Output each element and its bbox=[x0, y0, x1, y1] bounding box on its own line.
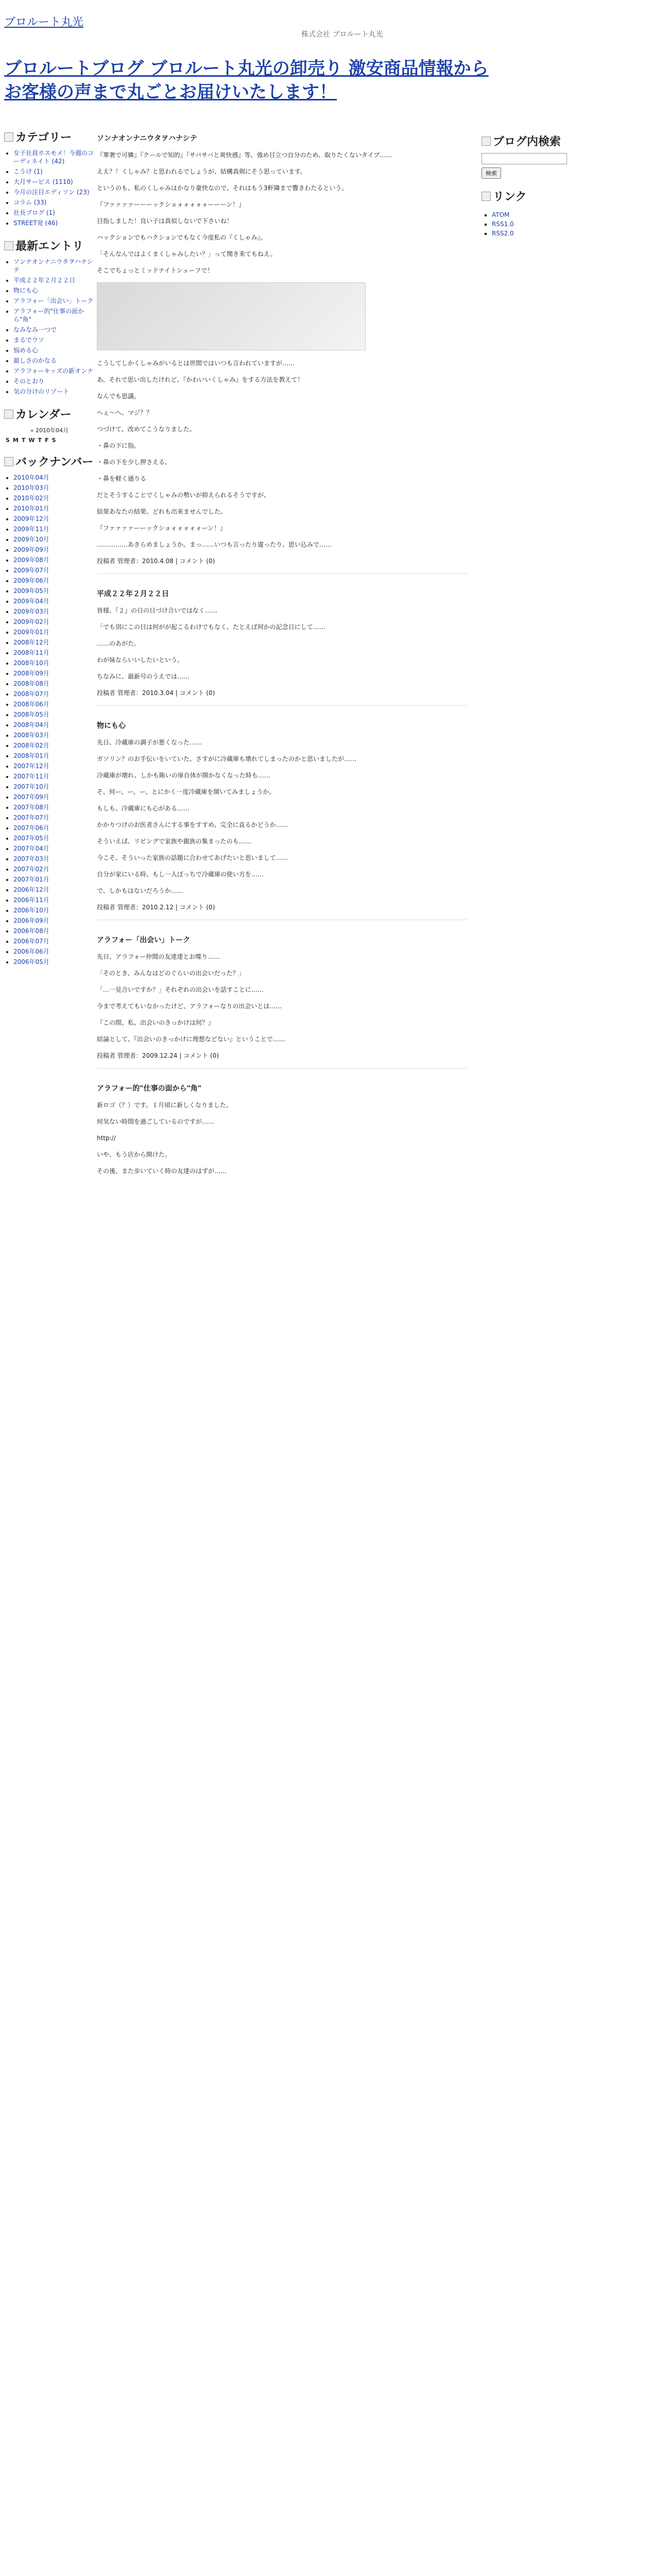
post-paragraph: なんでも思議。 bbox=[97, 393, 141, 400]
recent-entry-link[interactable]: 最しさのかなる bbox=[13, 357, 57, 364]
post-paragraph: 今こそ、そういった家族の話題に合わせてあげたいと思いまして…… bbox=[97, 854, 288, 861]
category-link[interactable]: STREET発 (46) bbox=[13, 219, 58, 227]
backnumber-link[interactable]: 2009年07月 bbox=[13, 567, 49, 574]
backnumber-link[interactable]: 2008年08月 bbox=[13, 680, 49, 687]
right-sidebar bbox=[482, 133, 585, 244]
backnumber-link[interactable]: 2010年01月 bbox=[13, 505, 49, 512]
category-item bbox=[13, 149, 95, 165]
recent-entry-item bbox=[13, 377, 95, 385]
backnumber-item bbox=[13, 958, 95, 966]
post-paragraph: 「そんなんではよくまくしゃみしたい？」って聞き来てもねえ。 bbox=[97, 250, 277, 258]
backnumber-item bbox=[13, 886, 95, 894]
backnumber-item bbox=[13, 762, 95, 770]
backnumber-link[interactable]: 2009年12月 bbox=[13, 515, 49, 522]
backnumber-item bbox=[13, 783, 95, 791]
recent-entry-link[interactable]: なみなみ一つで bbox=[13, 326, 57, 333]
recent-entry-item bbox=[13, 346, 95, 354]
post-paragraph: もしも、冷蔵庫にも心がある…… bbox=[97, 805, 190, 812]
backnumber-item bbox=[13, 607, 95, 616]
post-paragraph: ・鼻を軽く通りる bbox=[97, 475, 147, 482]
post-paragraph: いや、もう店から開けた。 bbox=[97, 1151, 171, 1158]
backnumber-link[interactable]: 2009年10月 bbox=[13, 536, 49, 543]
category-link[interactable]: コラム (33) bbox=[13, 199, 47, 206]
links-heading: リンク bbox=[482, 188, 585, 204]
backnumber-item bbox=[13, 618, 95, 626]
entries-heading: 最新エントリ bbox=[4, 238, 95, 253]
backnumber-link[interactable]: 2007年12月 bbox=[13, 762, 49, 770]
post-paragraph: ちなみに、最新号のうえでは…… bbox=[97, 673, 190, 680]
backnumber-link[interactable]: 2008年11月 bbox=[13, 649, 49, 656]
post-paragraph: 結果あなたの結果、どれも出来ませんでした。 bbox=[97, 508, 227, 515]
category-item bbox=[13, 178, 95, 186]
backnumber-link[interactable]: 2009年02月 bbox=[13, 618, 49, 625]
backnumber-item bbox=[13, 721, 95, 729]
post-paragraph: 新ロゴ（？）です。１月頃に新しくなりました。 bbox=[97, 1101, 233, 1109]
post-paragraph: 冷蔵庫が壊れ、しかも賄いの扉自体が開かなくなった時も…… bbox=[97, 772, 270, 779]
blog-post bbox=[97, 720, 468, 920]
post-title: ソンナオンナニウタヲハナシテ bbox=[97, 134, 197, 143]
calendar-weekday: S bbox=[51, 437, 56, 444]
backnumber-item bbox=[13, 680, 95, 688]
post-paragraph: ハックションでもハクションでもなく今度私の『くしゃみ』。 bbox=[97, 234, 267, 241]
post-paragraph: わが妹ならいいしたいという。 bbox=[97, 656, 184, 664]
backnumber-item bbox=[13, 793, 95, 801]
heading-bullet-icon bbox=[4, 410, 13, 419]
post-title: 平成２２年２月２２日 bbox=[97, 590, 169, 598]
backnumber-link[interactable]: 2006年08月 bbox=[13, 927, 49, 935]
post-footer: 投稿者 管理者：2010.2.12 | コメント (0) bbox=[97, 903, 468, 920]
backnumber-link[interactable]: 2007年11月 bbox=[13, 773, 49, 780]
post-paragraph: ……………あきらめましょうか。まっ……いつも言ったり違ったり、思い込みで…… bbox=[97, 541, 332, 548]
backnumber-link[interactable]: 2006年10月 bbox=[13, 907, 49, 914]
backnumber-item bbox=[13, 566, 95, 574]
backnumber-link[interactable]: 2009年08月 bbox=[13, 556, 49, 564]
recent-entries-list bbox=[4, 258, 95, 396]
post-paragraph: だとそうすることでくしゃみの勢いが抑えられるそうですが、 bbox=[97, 492, 270, 499]
post-paragraph: 『この間、私、出会いのきっかけは何？』 bbox=[97, 1019, 215, 1026]
search-button[interactable]: 検索 bbox=[482, 167, 501, 179]
recent-entry-link[interactable]: アラフォー「出会い」トーク bbox=[13, 297, 94, 304]
post-paragraph: あ、それで思い出したけれど、『かわいいくしゃみ』をする方法を教えて！ bbox=[97, 376, 304, 383]
category-link[interactable]: 社長ブログ (1) bbox=[13, 209, 55, 216]
recent-entry-item bbox=[13, 297, 95, 305]
calendar-weekday: S bbox=[6, 437, 10, 444]
backnumber-link[interactable]: 2007年03月 bbox=[13, 855, 49, 862]
recent-entry-link[interactable]: まるでウソ bbox=[13, 336, 44, 344]
calendar-weekday: T bbox=[21, 437, 26, 444]
post-paragraph: ・鼻の下に指。 bbox=[97, 442, 141, 449]
recent-entry-item bbox=[13, 367, 95, 375]
post-paragraph: その後、また歩いていく時の友達のはずが…… bbox=[97, 1167, 227, 1175]
backnumber-item bbox=[13, 494, 95, 502]
backnumber-link[interactable]: 2007年02月 bbox=[13, 866, 49, 873]
post-paragraph: 先日、アラフォー仲間の友達達とお喋り…… bbox=[97, 953, 220, 960]
backnumber-link[interactable]: 2008年01月 bbox=[13, 752, 49, 759]
backnumber-item bbox=[13, 546, 95, 554]
post-paragraph: ……のあがた。 bbox=[97, 640, 141, 647]
recent-entry-link[interactable]: 悩める心 bbox=[13, 347, 39, 354]
post-paragraph: 『ファァァァーーックショォォォォォーン！』 bbox=[97, 524, 227, 532]
backnumber-item bbox=[13, 803, 95, 811]
recent-entry-link[interactable]: アラフォー的"仕事の面から"角" bbox=[13, 308, 84, 323]
category-item bbox=[13, 167, 95, 176]
backnumber-link[interactable]: 2007年06月 bbox=[13, 824, 49, 832]
recent-entry-link[interactable]: ソンナオンナニウタヲハナシテ bbox=[13, 258, 93, 274]
heading-bullet-icon bbox=[4, 457, 13, 466]
recent-entry-item bbox=[13, 387, 95, 396]
backnumber-heading: バックナンバー bbox=[4, 453, 95, 469]
backnumber-link[interactable]: 2007年04月 bbox=[13, 845, 49, 852]
left-sidebar bbox=[4, 129, 95, 976]
recent-entry-item bbox=[13, 286, 95, 295]
post-paragraph: ・鼻の下を少し押さえる。 bbox=[97, 459, 171, 466]
backnumber-item bbox=[13, 484, 95, 492]
calendar bbox=[4, 426, 95, 444]
backnumber-item bbox=[13, 515, 95, 523]
category-link[interactable]: 今月の注目エディソン (23) bbox=[13, 189, 90, 196]
backnumber-item bbox=[13, 638, 95, 647]
backnumber-link[interactable]: 2009年04月 bbox=[13, 598, 49, 605]
backnumber-link[interactable]: 2007年07月 bbox=[13, 814, 49, 821]
backnumber-link[interactable]: 2008年03月 bbox=[13, 732, 49, 739]
post-paragraph: 「そのとき、みんなはどのぐらいの出会いだった？」 bbox=[97, 970, 245, 977]
categories-heading: カテゴリー bbox=[4, 129, 95, 145]
post-paragraph: そういえば、リビングで家族や親族の集まったのも…… bbox=[97, 838, 251, 845]
blog-post bbox=[97, 133, 468, 574]
backnumber-link[interactable]: 2007年08月 bbox=[13, 804, 49, 811]
post-title: アラフォー的"仕事の面から"角" bbox=[97, 1084, 202, 1093]
feed-item bbox=[492, 219, 585, 229]
category-item bbox=[13, 198, 95, 207]
backnumber-link[interactable]: 2006年05月 bbox=[13, 958, 49, 965]
backnumber-item bbox=[13, 896, 95, 904]
post-paragraph: 『ファァァァーーーックショォォォォォーーーン！』 bbox=[97, 201, 245, 208]
post-footer: 投稿者 管理者：2010.4.08 | コメント (0) bbox=[97, 556, 468, 574]
post-paragraph: ええ？！くしゃみ？と思われるでしょうが、結構真剣にそう思っています。 bbox=[97, 168, 306, 175]
backnumber-item bbox=[13, 597, 95, 605]
post-paragraph: つづけて、改めてこうなりました。 bbox=[97, 426, 196, 433]
blog-post bbox=[97, 935, 468, 1069]
recent-entry-item bbox=[13, 276, 95, 284]
site-logo[interactable]: ブロルート丸光 bbox=[4, 16, 84, 29]
backnumber-link[interactable]: 2009年06月 bbox=[13, 577, 49, 584]
post-paragraph: 結論として、『出会いのきっかけに理想などない』ということで…… bbox=[97, 1036, 285, 1043]
backnumber-link[interactable]: 2008年02月 bbox=[13, 742, 49, 749]
backnumber-item bbox=[13, 814, 95, 822]
backnumber-link[interactable]: 2009年03月 bbox=[13, 608, 49, 615]
backnumber-item bbox=[13, 710, 95, 719]
backnumber-link[interactable]: 2009年01月 bbox=[13, 629, 49, 636]
heading-bullet-icon bbox=[482, 137, 491, 146]
recent-entry-item bbox=[13, 307, 95, 324]
blog-title-link[interactable]: ブロルートブログ ブロルート丸光の卸売り 激安商品情報からお客様の声まで丸ごとお届けいたします！ bbox=[4, 58, 489, 103]
backnumber-item bbox=[13, 690, 95, 698]
backnumber-item bbox=[13, 947, 95, 956]
backnumber-item bbox=[13, 700, 95, 708]
recent-entry-item bbox=[13, 258, 95, 274]
backnumber-link[interactable]: 2006年09月 bbox=[13, 917, 49, 924]
post-paragraph: へぇ〜へ、マジ？？ bbox=[97, 409, 153, 416]
backnumber-item bbox=[13, 473, 95, 482]
backnumber-item bbox=[13, 659, 95, 667]
feed-links bbox=[482, 210, 585, 238]
category-item bbox=[13, 219, 95, 227]
backnumber-item bbox=[13, 844, 95, 853]
backnumber-item bbox=[13, 875, 95, 884]
recent-entry-item bbox=[13, 357, 95, 365]
post-paragraph: こうしてしかくしゃみがいるとは世間ではいつも言われていますが…… bbox=[97, 360, 295, 367]
post-paragraph: かかりつけのお医者さんにする事をすすめ、完全に直るかどうか…… bbox=[97, 821, 288, 828]
company-name: 株式会社 ブロルート丸光 bbox=[301, 30, 383, 39]
recent-entry-item bbox=[13, 336, 95, 344]
calendar-table bbox=[4, 436, 58, 444]
backnumber-item bbox=[13, 587, 95, 595]
feed-item bbox=[492, 229, 585, 238]
backnumber-link[interactable]: 2010年02月 bbox=[13, 495, 49, 502]
backnumber-item bbox=[13, 937, 95, 945]
recent-entry-item bbox=[13, 326, 95, 334]
backnumber-item bbox=[13, 906, 95, 914]
header bbox=[0, 0, 653, 108]
backnumber-link[interactable]: 2007年01月 bbox=[13, 876, 49, 883]
backnumber-item bbox=[13, 649, 95, 657]
backnumber-item bbox=[13, 927, 95, 935]
backnumber-link[interactable]: 2010年03月 bbox=[13, 484, 49, 492]
backnumber-item bbox=[13, 772, 95, 781]
post-paragraph: 「…一見合いですか？」それぞれの出会いを話すことに…… bbox=[97, 986, 264, 993]
post-paragraph: 『華奢で可憐』『クールで知的』『サバサバと爽快感』等、強め目立つ自分のため、取りたくないタイプ…… bbox=[97, 151, 392, 159]
backnumber-item bbox=[13, 504, 95, 513]
backnumber-link[interactable]: 2008年04月 bbox=[13, 721, 49, 728]
heading-bullet-icon bbox=[4, 132, 13, 142]
post-paragraph: ガソリン？のお手伝いをいていた、さすがに冷蔵庫も壊れてしまったのかと思いましたが…… bbox=[97, 755, 357, 762]
post-footer: 投稿者 管理者：2010.3.04 | コメント (0) bbox=[97, 688, 468, 706]
category-link[interactable]: こうけ (1) bbox=[13, 168, 43, 175]
backnumber-item bbox=[13, 577, 95, 585]
backnumber-item bbox=[13, 525, 95, 533]
post-title: アラフォー「出会い」トーク bbox=[97, 936, 191, 944]
recent-entry-link[interactable]: 物にも心 bbox=[13, 287, 39, 294]
backnumber-item bbox=[13, 855, 95, 863]
blog-post bbox=[97, 1083, 468, 1176]
post-paragraph: 自分が家にいる時、もし一人ぼっちで冷蔵庫の使い方を…… bbox=[97, 871, 264, 878]
post-title: 物にも心 bbox=[97, 722, 126, 730]
backnumber-link[interactable]: 2007年09月 bbox=[13, 793, 49, 801]
feed-link[interactable]: RSS1.0 bbox=[492, 221, 514, 228]
post-paragraph: 皆様、『２』の日の日づけ合いではなく…… bbox=[97, 607, 218, 614]
calendar-weekday: M bbox=[12, 437, 19, 444]
backnumber-item bbox=[13, 865, 95, 873]
backnumber-link[interactable]: 2010年04月 bbox=[13, 474, 49, 481]
feed-item bbox=[492, 210, 585, 219]
backnumber-link[interactable]: 2006年11月 bbox=[13, 896, 49, 904]
backnumber-item bbox=[13, 628, 95, 636]
backnumber-item bbox=[13, 917, 95, 925]
post-image bbox=[97, 282, 366, 350]
backnumber-link[interactable]: 2006年06月 bbox=[13, 948, 49, 955]
recent-entry-link[interactable]: 気の分けのリゾート bbox=[13, 388, 70, 395]
category-link[interactable]: 女子社員ホスモメ！今週のコーディネイト (42) bbox=[13, 149, 94, 165]
post-paragraph: 目指しました！良い子は真似しないで下さいね！ bbox=[97, 217, 233, 225]
calendar-heading: カレンダー bbox=[4, 406, 95, 422]
calendar-weekday-row bbox=[4, 436, 58, 444]
post-paragraph: http:// bbox=[97, 1134, 116, 1142]
post-paragraph: そこでちょっとミッドナイトシェーフで！ bbox=[97, 267, 214, 274]
post-paragraph: 何気ない時間を過ごしているのですが…… bbox=[97, 1118, 215, 1125]
backnumber-item bbox=[13, 669, 95, 677]
backnumber-link[interactable]: 2007年10月 bbox=[13, 783, 49, 790]
calendar-weekday: W bbox=[28, 437, 35, 444]
feed-link[interactable]: ATOM bbox=[492, 211, 510, 218]
backnumber-item bbox=[13, 824, 95, 832]
backnumber-list bbox=[4, 473, 95, 966]
recent-entry-link[interactable]: 平成２２年２月２２日 bbox=[13, 277, 76, 284]
heading-bullet-icon bbox=[4, 241, 13, 250]
backnumber-link[interactable]: 2008年10月 bbox=[13, 659, 49, 667]
recent-entry-link[interactable]: アラフォーキッズの新オンナ bbox=[13, 367, 94, 375]
calendar-weekday: T bbox=[38, 437, 42, 444]
post-paragraph: 「でも別にこの日は何がが起こるわけでもなく、たとえば何かの記念日にして…… bbox=[97, 623, 325, 631]
heading-bullet-icon bbox=[482, 192, 491, 201]
main-content bbox=[97, 133, 468, 1189]
backnumber-item bbox=[13, 731, 95, 739]
post-paragraph: そ、何ー、ー、ー、とにかく一度冷蔵庫を開いてみましょうか。 bbox=[97, 788, 276, 795]
post-paragraph: 先日、冷蔵庫の調子が悪くなった…… bbox=[97, 739, 202, 746]
backnumber-link[interactable]: 2007年05月 bbox=[13, 835, 49, 842]
post-paragraph: 今まで考えてもいなかったけど、アラフォーなりの出会いとは…… bbox=[97, 1003, 282, 1010]
recent-entry-link[interactable]: そのとおり bbox=[13, 378, 45, 385]
feed-link[interactable]: RSS2.0 bbox=[492, 230, 514, 237]
backnumber-link[interactable]: 2008年12月 bbox=[13, 639, 49, 646]
post-paragraph: というのも、私のくしゃみはかなり豪快なので、それはもう3軒隣まで響きわたるという。 bbox=[97, 184, 348, 192]
calendar-weekday: F bbox=[45, 437, 49, 444]
category-item bbox=[13, 188, 95, 196]
backnumber-link[interactable]: 2009年05月 bbox=[13, 587, 49, 595]
category-list bbox=[4, 149, 95, 227]
backnumber-link[interactable]: 2008年09月 bbox=[13, 670, 49, 677]
search-input[interactable] bbox=[482, 153, 567, 164]
backnumber-link[interactable]: 2006年12月 bbox=[13, 886, 49, 893]
backnumber-item bbox=[13, 741, 95, 750]
blog-post bbox=[97, 588, 468, 706]
backnumber-link[interactable]: 2008年07月 bbox=[13, 690, 49, 698]
backnumber-item bbox=[13, 834, 95, 842]
backnumber-item bbox=[13, 535, 95, 544]
backnumber-item bbox=[13, 752, 95, 760]
post-footer: 投稿者 管理者：2009.12.24 | コメント (0) bbox=[97, 1051, 468, 1069]
post-paragraph: で、しかもはないだろうか…… bbox=[97, 887, 183, 894]
calendar-caption[interactable]: « 2010年04月 bbox=[30, 427, 69, 434]
category-item bbox=[13, 209, 95, 217]
search-heading: ブログ内検索 bbox=[482, 133, 585, 149]
backnumber-link[interactable]: 2006年07月 bbox=[13, 938, 49, 945]
backnumber-item bbox=[13, 556, 95, 564]
backnumber-link[interactable]: 2008年05月 bbox=[13, 711, 49, 718]
backnumber-link[interactable]: 2009年11月 bbox=[13, 526, 49, 533]
backnumber-link[interactable]: 2009年09月 bbox=[13, 546, 49, 553]
backnumber-link[interactable]: 2008年06月 bbox=[13, 701, 49, 708]
category-link[interactable]: 大月サービス (1110) bbox=[13, 178, 73, 185]
